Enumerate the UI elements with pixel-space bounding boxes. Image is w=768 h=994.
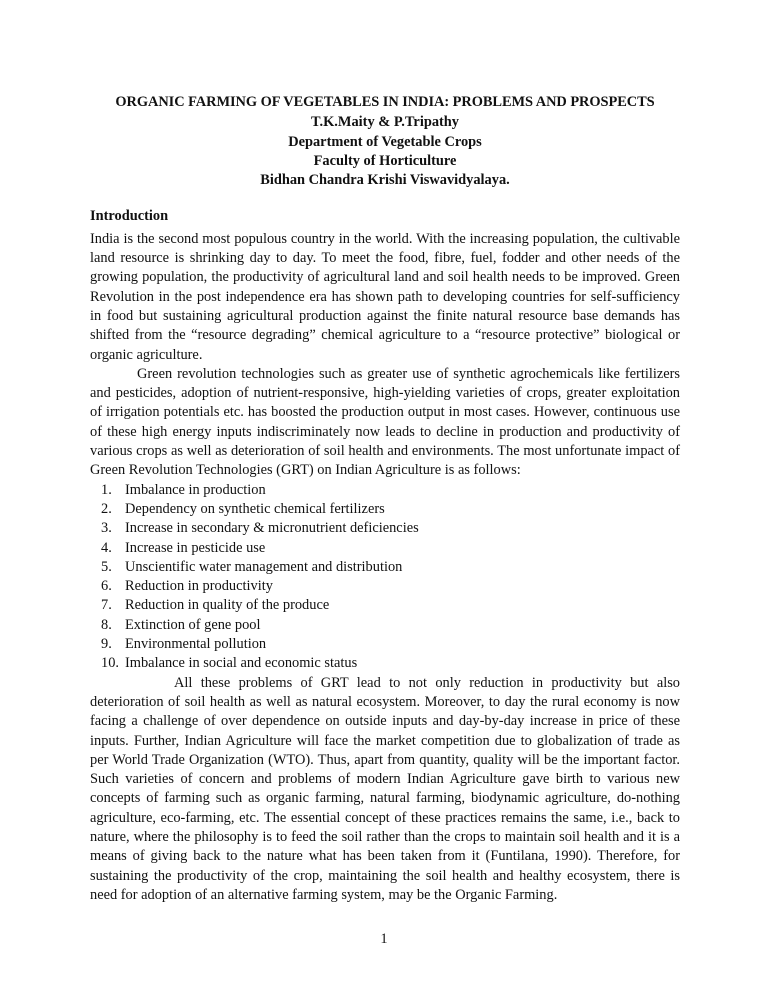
- university: Bidhan Chandra Krishi Viswavidyalaya.: [260, 172, 510, 189]
- list-number: 3.: [101, 520, 112, 537]
- paragraph-2: Green revolution technologies such as greater use of synthetic agrochemicals like fertilizers and pesticides, adoption of nutrient-responsive, high-yielding varieties of crops, greater exploitation of irrigation potentials etc. has boosted the production output in most cases. However, continuous use of these high energy inputs indiscriminately now leads to decline in production and productivity of various crops as well as deterioration of soil health and environments. The most unfortunate impact of Green Revolution Technologies (GRT) on Indian Agriculture is as follows:: [90, 365, 680, 479]
- list-item: [90, 635, 680, 654]
- list-number: 10.: [101, 655, 119, 672]
- list-item: [90, 519, 680, 538]
- list-number: 7.: [101, 597, 112, 614]
- paragraph-1: India is the second most populous country in the world. With the increasing population, the cultivable land resource is shrinking day to day. To meet the food, fibre, fuel, fodder and other needs of the growing population, the productivity of agricultural land and soil health needs to be improved. Green Revolution in the post independence era has shown path to developing countries for self-sufficiency in food but sustaining agricultural production against the finite natural resource base demands has shifted from the “resource degrading” chemical agriculture to a “resource protective” biological or organic agriculture.: [90, 230, 680, 363]
- list-number: 6.: [101, 578, 112, 595]
- list-item: [90, 596, 680, 615]
- list-number: 2.: [101, 500, 112, 517]
- list-text: Environmental pollution: [125, 636, 267, 653]
- list-number: 8.: [101, 616, 112, 633]
- authors: T.K.Maity & P.Tripathy: [310, 114, 460, 131]
- list-text: Reduction in productivity: [125, 578, 273, 595]
- list-text: Reduction in quality of the produce: [125, 597, 330, 614]
- list-text: Imbalance in production: [125, 481, 266, 498]
- list-number: 4.: [101, 539, 112, 556]
- list-text: Imbalance in social and economic status: [125, 655, 358, 672]
- list-number: 5.: [101, 558, 112, 575]
- list-item: [90, 654, 680, 673]
- section-heading-introduction: Introduction: [90, 208, 169, 225]
- list-item: [90, 558, 680, 577]
- list-item: [90, 500, 680, 519]
- page-number: 1: [380, 931, 388, 947]
- list-text: Unscientific water management and distribution: [125, 558, 403, 575]
- department: Department of Vegetable Crops: [288, 133, 482, 150]
- list-number: 9.: [101, 636, 112, 653]
- grt-impact-list: [90, 481, 680, 674]
- paragraph-3: All these problems of GRT lead to not only reduction in productivity but also deterioration of soil health as well as natural ecosystem. Moreover, to day the rural economy is now facing a challenge of over dependence on outside inputs and day-by-day increase in price of these inputs. Further, Indian Agriculture will face the market competition due to globalization of trade as per World Trade Organization (WTO). Thus, apart from quantity, quality will be the important factor. Such varieties of concern and problems of modern Indian Agriculture gave birth to various new concepts of farming such as organic farming, natural farming, biodynamic agriculture, do-nothing agriculture, eco-farming, etc. The essential concept of these practices remains the same, i.e., back to nature, where the philosophy is to feed the soil rather than the crops to maintain soil health and it is a means of giving back to the nature what has been taken from it (Funtilana, 1990). Therefore, for sustaining the productivity of the crop, maintaining the soil health and healthy ecosystem, there is need for adoption of an alternative farming system, may be the Organic Farming.: [90, 674, 680, 903]
- document-page: [90, 93, 680, 905]
- list-text: Increase in pesticide use: [125, 539, 266, 556]
- list-item: [90, 539, 680, 558]
- document-title: ORGANIC FARMING OF VEGETABLES IN INDIA: PROBLEMS AND PROSPECTS: [115, 94, 655, 110]
- list-item: [90, 577, 680, 596]
- list-item: [90, 616, 680, 635]
- list-text: Increase in secondary & micronutrient deficiencies: [125, 520, 419, 537]
- list-text: Extinction of gene pool: [125, 616, 261, 633]
- list-item: [90, 481, 680, 500]
- faculty: Faculty of Horticulture: [313, 152, 457, 169]
- list-text: Dependency on synthetic chemical fertilizers: [125, 500, 385, 517]
- list-number: 1.: [101, 481, 112, 498]
